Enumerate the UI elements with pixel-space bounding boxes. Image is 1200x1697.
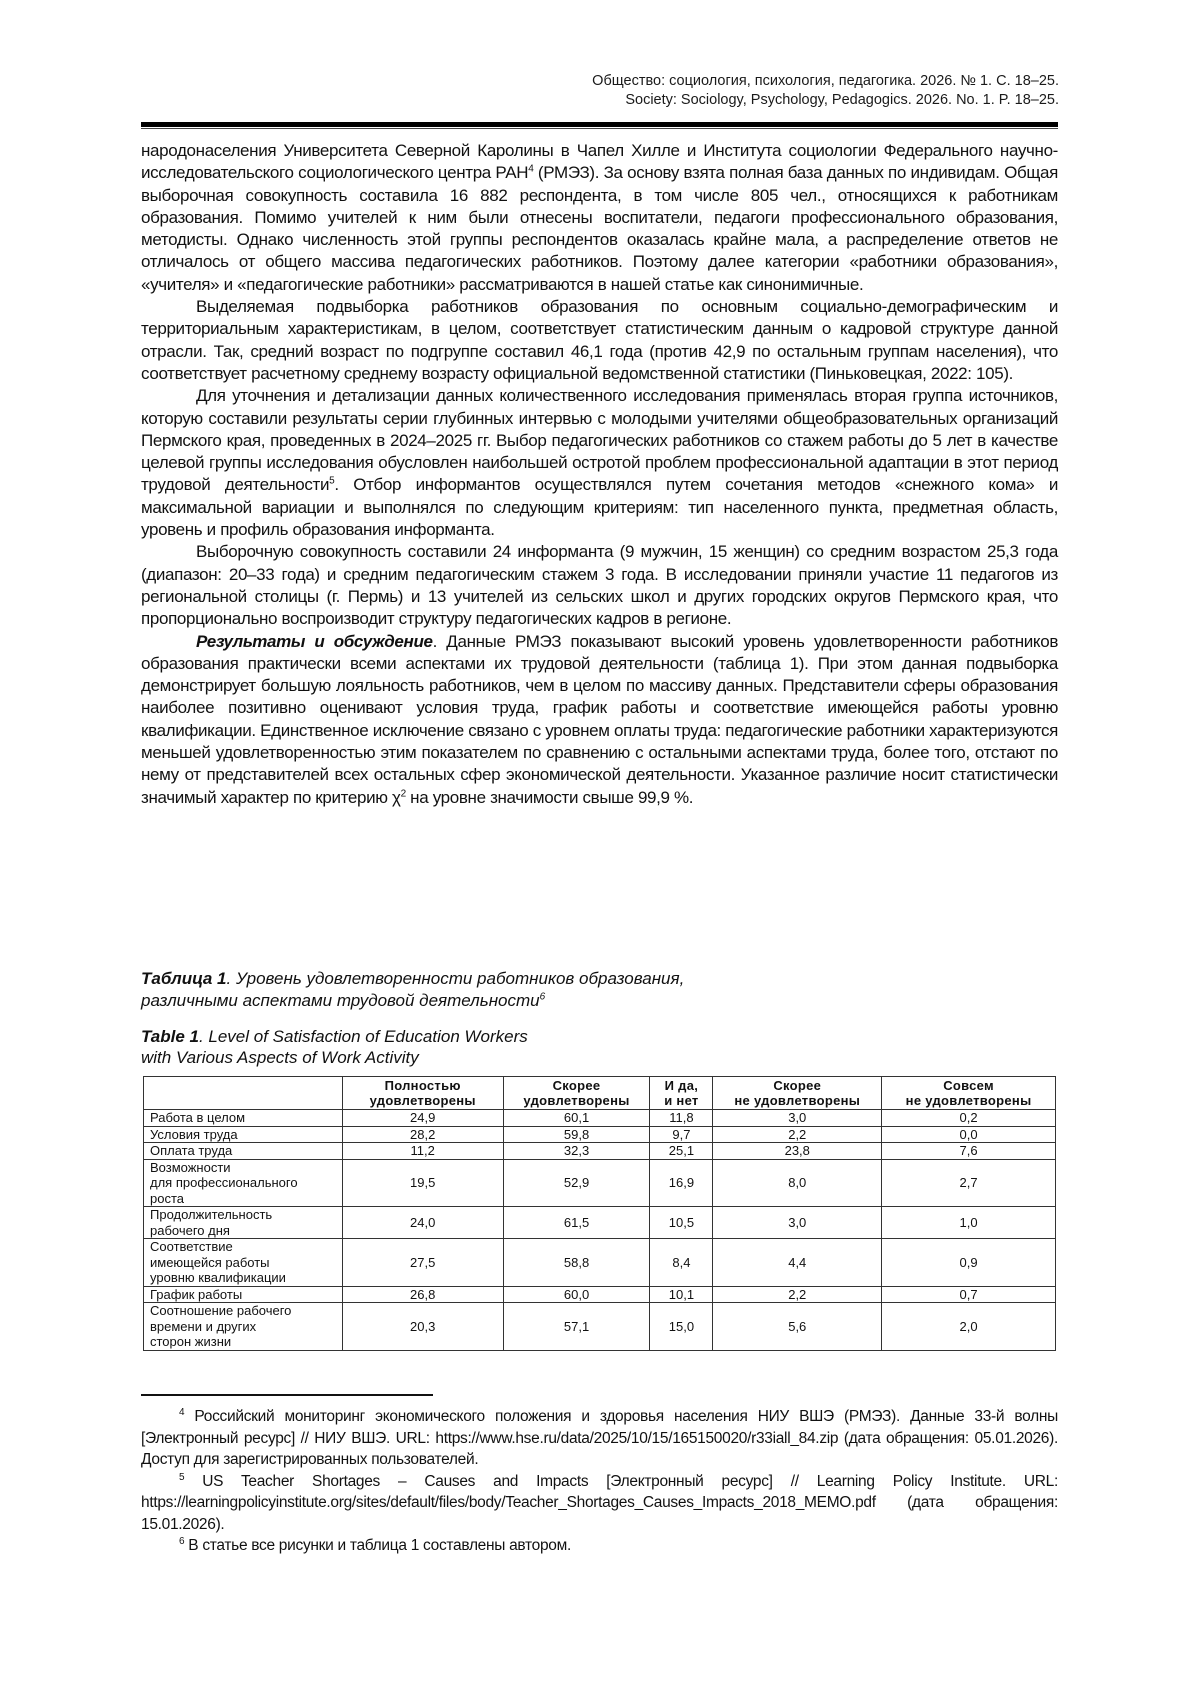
cell: 0,0 (882, 1126, 1056, 1143)
cell: 24,0 (342, 1207, 503, 1239)
cell: 7,6 (882, 1143, 1056, 1160)
paragraph-2: Выделяемая подвыборка работников образования по основным социально-демографическим и территориальным характеристикам, в целом, соответствует статистическим данным о кадровой структуре данной отрасли. Так, средний возраст по подгруппе составил 46,1 года (против 42,9 по остальным группам населения), что соответствует расчетному среднему возрасту официальной ведомственной статистики (Пиньковецкая, 2022: 105). (141, 297, 1058, 383)
cell: 8,4 (650, 1239, 713, 1287)
chi-square-superscript: 2 (400, 787, 406, 799)
body-text (141, 140, 1058, 809)
paragraph-5: Результаты и обсуждение. Данные РМЭЗ показывают высокий уровень удовлетворенности работников образования практически всеми аспектами их трудовой деятельности (таблица 1). При этом данная подвыборка демонстрирует большую лояльность работников, чем в целом по массиву данных. Представители сферы образования наиболее позитивно оценивают условия труда, график работы и соответствие имеющейся работы уровню квалификации. Единственное исключение связано с уровнем оплаты труда: педагогические работники характеризуются меньшей удовлетворенностью этим показателем по сравнению с остальными аспектами труда, более того, отстают по нему от представителей всех остальных сфер экономической деятельности. Указанное различие носит статистически значимый характер по критерию $\chi^2$ на уровне значимости свыше 99,9 %. (141, 631, 1059, 807)
footnote-4: $^4$ Российский мониторинг экономического положения и здоровья населения НИУ ВШЭ (РМЭЗ). Данные 33-й волны [Электронный ресурс] // НИУ ВШЭ. URL: https://www.hse.ru/data/2025/10/15/165150020/r33iall_84.zip (дата обращения: 05.01.2026). Доступ для зарегистрированных пользователей. (141, 1406, 1058, 1468)
cell: 2,7 (882, 1159, 1056, 1207)
footnote-5: $^5$ US Teacher Shortages – Causes and Impacts [Электронный ресурс] // Learning Policy Institute. URL: https://learningpolicyinstitute.org/sites/default/files/body/Teacher_Shortages_Causes_Impacts_2018_MEMO.pdf (дата обращения: 15.01.2026). (141, 1471, 1058, 1533)
cell: 2,2 (713, 1126, 882, 1143)
cell: 59,8 (503, 1126, 650, 1143)
cell: 58,8 (503, 1239, 650, 1287)
footnote-6: $^6$ В статье все рисунки и таблица 1 составлены автором. (179, 1535, 571, 1554)
row-label: Возможности для профессионального роста (144, 1159, 343, 1207)
table-row (144, 1239, 1056, 1287)
cell: 57,1 (503, 1303, 650, 1351)
satisfaction-table (143, 1076, 1056, 1351)
running-head-en: Society: Sociology, Psychology, Pedagogics. 2026. No. 1. P. 18–25. (625, 92, 1059, 108)
table-label-ru: Таблица 1 (141, 969, 227, 988)
cell: 60,0 (503, 1286, 650, 1303)
cell: 25,1 (650, 1143, 713, 1160)
cell: 0,2 (882, 1110, 1056, 1127)
row-label: График работы (144, 1286, 343, 1303)
row-label: Соотношение рабочего времени и других сторон жизни (144, 1303, 343, 1351)
cell: 2,2 (713, 1286, 882, 1303)
table-row (144, 1303, 1056, 1351)
column-header-neutral: И да, и нет (650, 1077, 713, 1110)
cell: 9,7 (650, 1126, 713, 1143)
header-rule-thin (141, 128, 1058, 129)
row-label: Работа в целом (144, 1110, 343, 1127)
row-label: Условия труда (144, 1126, 343, 1143)
footnote-5-link[interactable]: https://learningpolicyinstitute.org/sites/default/files/body/Teacher_Shortages_Causes_Impacts_2018_MEMO.pdf (141, 1494, 876, 1511)
table-label-en: Table 1 (141, 1027, 199, 1046)
cell: 0,7 (882, 1286, 1056, 1303)
cell: 10,1 (650, 1286, 713, 1303)
cell: 15,0 (650, 1303, 713, 1351)
cell: 28,2 (342, 1126, 503, 1143)
cell: 20,3 (342, 1303, 503, 1351)
cell: 24,9 (342, 1110, 503, 1127)
paragraph-4: Выборочную совокупность составили 24 информанта (9 мужчин, 15 женщин) со средним возрастом 25,3 года (диапазон: 20–33 года) и средним педагогическим стажем 3 года. В исследовании приняли участие 11 педагогов из региональной столицы (г. Пермь) и 13 учителей из сельских школ и других городских округов Пермского края, что пропорционально воспроизводит структуру педагогических кадров в регионе. (141, 542, 1058, 629)
cell: 3,0 (713, 1207, 882, 1239)
cell: 2,0 (882, 1303, 1056, 1351)
column-header-fully-dissatisfied: Совсем не удовлетворены (882, 1077, 1056, 1110)
column-header-rather-dissatisfied: Скорее не удовлетворены (713, 1077, 882, 1110)
cell: 8,0 (713, 1159, 882, 1207)
cell: 16,9 (650, 1159, 713, 1207)
cell: 5,6 (713, 1303, 882, 1351)
cell: 27,5 (342, 1239, 503, 1287)
table-row (144, 1286, 1056, 1303)
table-row (144, 1207, 1056, 1239)
cell: 19,5 (342, 1159, 503, 1207)
footnote-ref-5[interactable]: 5 (329, 475, 335, 487)
cell: 11,8 (650, 1110, 713, 1127)
cell: 52,9 (503, 1159, 650, 1207)
cell: 32,3 (503, 1143, 650, 1160)
table-header-row (144, 1077, 1056, 1110)
cell: 4,4 (713, 1239, 882, 1287)
footnote-4-link[interactable]: https://www.hse.ru/data/2025/10/15/165150020/r33iall_84.zip (435, 1429, 839, 1447)
footnotes (141, 1406, 1058, 1557)
section-heading-results: Результаты и обсуждение (196, 631, 433, 651)
column-header-rather-satisfied: Скорее удовлетворены (503, 1077, 650, 1110)
table-row (144, 1126, 1056, 1143)
cell: 1,0 (882, 1207, 1056, 1239)
paragraph-1: народонаселения Университета Северной Каролины в Чапел Хилле и Института социологии Федерального научно-исследовательского социологического центра РАН$^4$ (РМЭЗ). За основу взята полная база данных по индивидам. Общая выборочная совокупность составила 16 882 респондента, в том числе 805 чел., относящихся к работникам образования. Помимо учителей к ним были отнесены воспитатели, педагоги профессионального образования, методисты. Однако численность этой группы респондентов оказалась крайне мала, а распределение ответов не отличалось от общего массива педагогических работников. Поэтому далее категории «работники образования», «учителя» и «педагогические работники» рассматриваются в нашей статье как синонимичные. (141, 141, 1058, 294)
cell: 60,1 (503, 1110, 650, 1127)
footnote-separator (141, 1394, 433, 1396)
column-header-aspect (144, 1077, 343, 1110)
paragraph-3: Для уточнения и детализации данных количественного исследования применялась вторая группа источников, которую составили результаты серии глубинных интервью с молодыми учителями общеобразовательных организаций Пермского края, проведенных в 2024–2025 гг. Выбор педагогических работников со стажем работы до 5 лет в качестве целевой группы исследования обусловлен наибольшей остротой проблем профессиональной адаптации в этот период трудовой деятельности$^5$. Отбор информантов осуществлялся путем сочетания методов «снежного кома» и максимальной вариации и выполнялся по следующим критериям: тип населенного пункта, предметная область, уровень и профиль образования информанта. (141, 386, 1058, 540)
cell: 3,0 (713, 1110, 882, 1127)
running-head-ru: Общество: социология, психология, педагогика. 2026. № 1. С. 18–25. (592, 73, 1059, 89)
table-row (144, 1159, 1056, 1207)
cell: 23,8 (713, 1143, 882, 1160)
row-label: Продолжительность рабочего дня (144, 1207, 343, 1239)
column-header-fully-satisfied: Полностью удовлетворены (342, 1077, 503, 1110)
cell: 0,9 (882, 1239, 1056, 1287)
table-row (144, 1143, 1056, 1160)
running-head (592, 72, 1059, 110)
footnote-ref-6[interactable]: 6 (539, 991, 546, 1003)
cell: 26,8 (342, 1286, 503, 1303)
row-label: Оплата труда (144, 1143, 343, 1160)
footnote-ref-4[interactable]: 4 (528, 163, 534, 175)
table-row (144, 1110, 1056, 1127)
cell: 10,5 (650, 1207, 713, 1239)
table-caption-en: Table 1. Level of Satisfaction of Education Workers with Various Aspects of Work Activity (141, 1027, 528, 1067)
cell: 11,2 (342, 1143, 503, 1160)
cell: 61,5 (503, 1207, 650, 1239)
row-label: Соответствие имеющейся работы уровню квалификации (144, 1239, 343, 1287)
header-rule-thick (141, 122, 1058, 127)
table-caption-ru: Таблица 1. Уровень удовлетворенности работников образования, различными аспектами трудовой деятельности$^6$ (141, 969, 685, 1010)
